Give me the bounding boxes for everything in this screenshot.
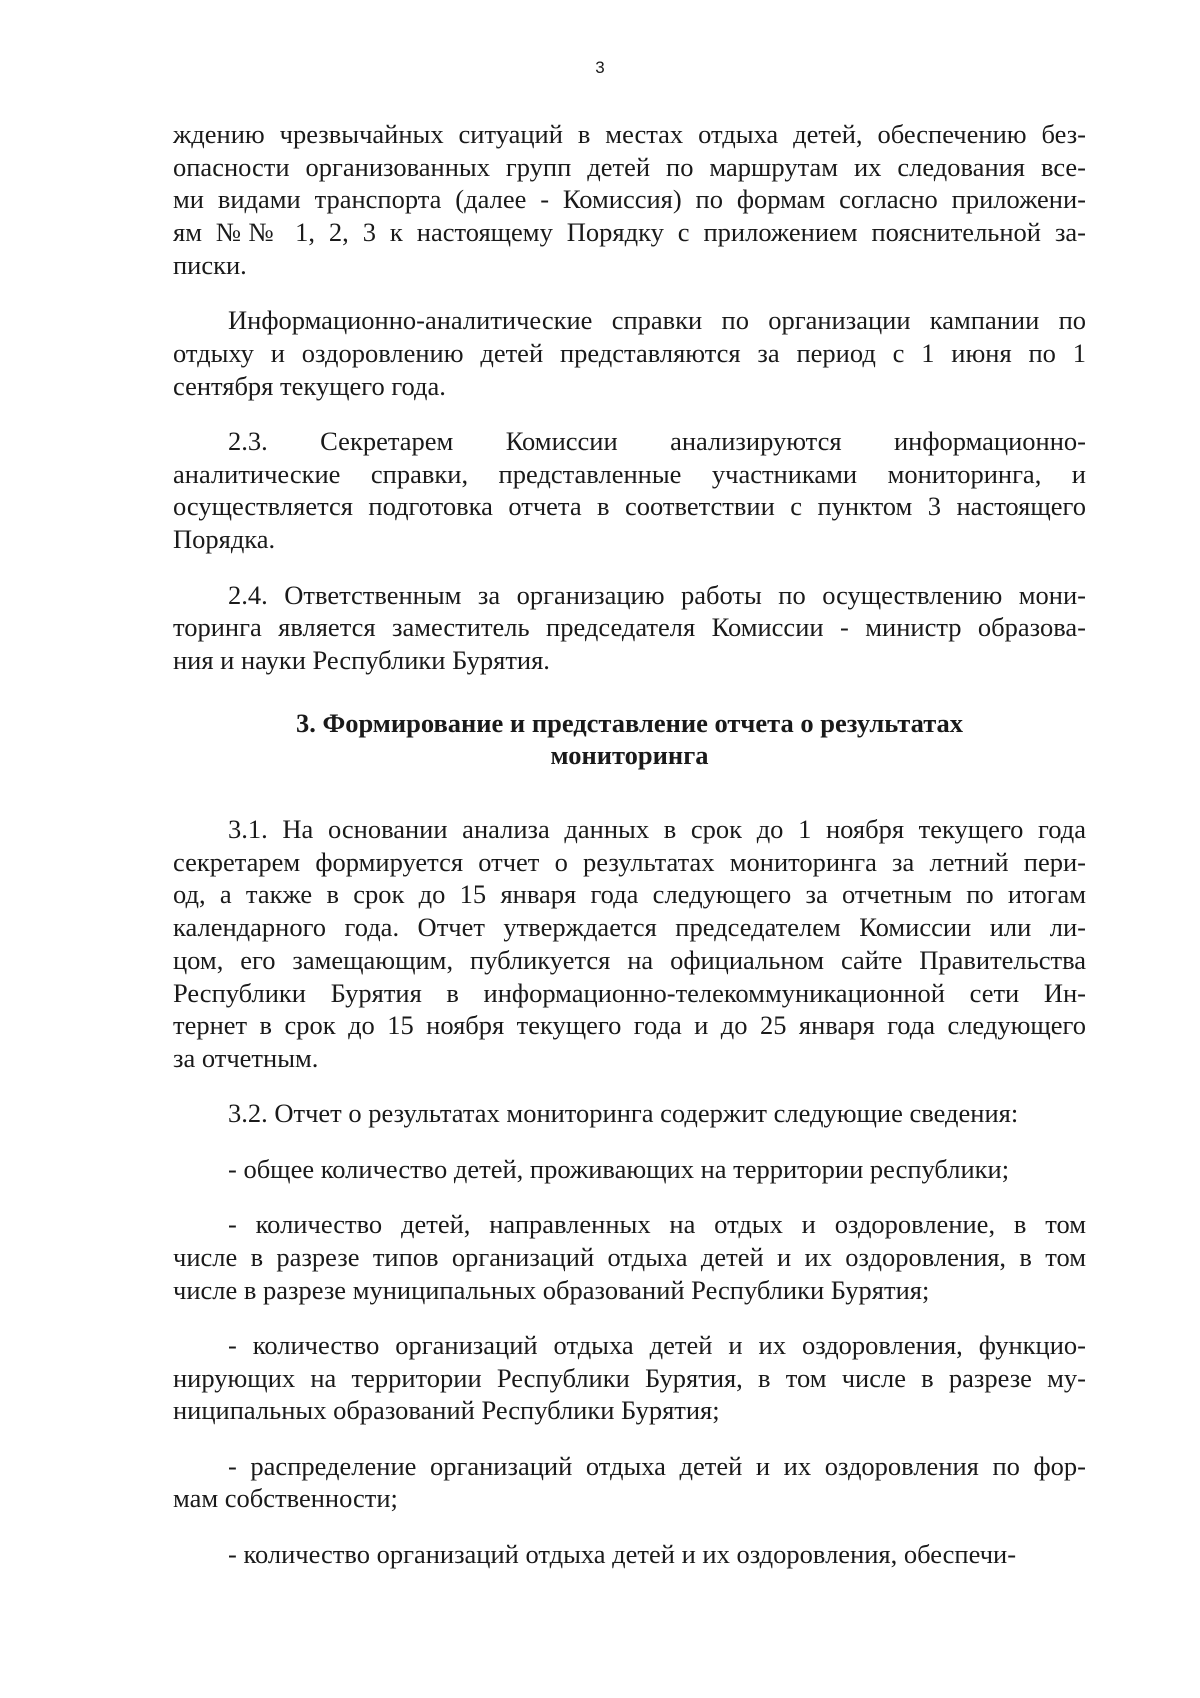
paragraph-line: Порядка. [173, 524, 276, 555]
paragraph-line: ния и науки Республики Бурятия. [173, 644, 550, 675]
paragraph-line: аналитические справки, представленные участниками мониторинга, и [173, 458, 1086, 489]
section-3-heading [173, 707, 1086, 772]
paragraph-line: ям №№ 1, 2, 3 к настоящему Порядку с приложением пояснительной за- [173, 217, 1086, 248]
paragraph-line: 3.2. Отчет о результатах мониторинга содержит следующие сведения: [228, 1098, 1019, 1129]
paragraph [173, 304, 1086, 402]
section-2-continuation [173, 118, 1086, 677]
paragraph-line: Республики Бурятия в информационно-телекоммуникационной сети Ин- [173, 977, 1086, 1008]
paragraph-line: ждению чрезвычайных ситуаций в местах отдыха детей, обеспечению без- [173, 119, 1086, 149]
paragraph-line: ми видами транспорта (далее - Комиссия) по формам согласно приложени- [173, 184, 1086, 215]
paragraph-line: од, а также в срок до 15 января года следующего за отчетным по итогам [173, 879, 1086, 910]
paragraph-line: - количество детей, направленных на отдых и оздоровление, в том [228, 1209, 1086, 1240]
paragraph-line: - общее количество детей, проживающих на территории республики; [228, 1153, 1010, 1184]
paragraph-line: - количество организаций отдыха детей и их оздоровления, функцио- [228, 1329, 1086, 1360]
paragraph [173, 579, 1086, 677]
paragraph [173, 1153, 1086, 1186]
paragraph [173, 1329, 1086, 1427]
paragraph-line: числе в разрезе типов организаций отдыха детей и их оздоровления, в том [173, 1241, 1086, 1272]
paragraph-line: мам собственности; [173, 1483, 398, 1514]
paragraph [173, 425, 1086, 556]
paragraph [173, 1450, 1086, 1515]
paragraph-line: числе в разрезе муниципальных образований Республики Бурятия; [173, 1274, 930, 1305]
paragraph-line: ниципальных образований Республики Бурятия; [173, 1395, 720, 1426]
section-3-body [173, 813, 1086, 1570]
paragraph-line: секретарем формируется отчет о результатах мониторинга за летний пери- [173, 846, 1086, 877]
paragraph-line: осуществляется подготовка отчета в соответствии с пунктом 3 настоящего [173, 491, 1086, 522]
paragraph-line: за отчетным. [173, 1042, 319, 1073]
paragraph-line: тернет в срок до 15 ноября текущего года и до 25 января года следующего [173, 1010, 1086, 1041]
paragraph-line: календарного года. Отчет утверждается председателем Комиссии или ли- [173, 912, 1086, 943]
paragraph-line: 2.4. Ответственным за организацию работы по осуществлению мони- [228, 579, 1086, 610]
paragraph-line: сентября текущего года. [173, 370, 446, 401]
paragraph [173, 118, 1086, 282]
paragraph-line: цом, его замещающим, публикуется на официальном сайте Правительства [173, 944, 1086, 975]
document-body [173, 118, 1086, 1593]
paragraph-line: нирующих на территории Республики Бурятия, в том числе в разрезе му- [173, 1362, 1086, 1393]
paragraph-line: 3.1. На основании анализа данных в срок до 1 ноября текущего года [228, 814, 1086, 845]
paragraph [173, 1097, 1086, 1130]
paragraph-line: 2.3. Секретарем Комиссии анализируются информационно- [228, 426, 1086, 456]
paragraph-line: Информационно-аналитические справки по организации кампании по [228, 305, 1086, 336]
paragraph-line: отдыху и оздоровлению детей представляются за период с 1 июня по 1 [173, 337, 1086, 368]
paragraph [173, 1538, 1086, 1571]
paragraph-line: - распределение организаций отдыха детей и их оздоровления по фор- [228, 1450, 1086, 1481]
paragraph-line: опасности организованных групп детей по маршрутам их следования все- [173, 151, 1086, 182]
paragraph [173, 813, 1086, 1075]
paragraph [173, 1208, 1086, 1306]
paragraph-line: торинга является заместитель председателя Комиссии - министр образова- [173, 612, 1086, 643]
heading-line: 3. Формирование и представление отчета о результатах [295, 707, 964, 738]
paragraph-line: писки. [173, 249, 247, 280]
heading-line: мониторинга [550, 740, 709, 771]
paragraph-line: - количество организаций отдыха детей и их оздоровления, обеспечи- [228, 1538, 1017, 1569]
page-number: 3 [595, 58, 605, 77]
